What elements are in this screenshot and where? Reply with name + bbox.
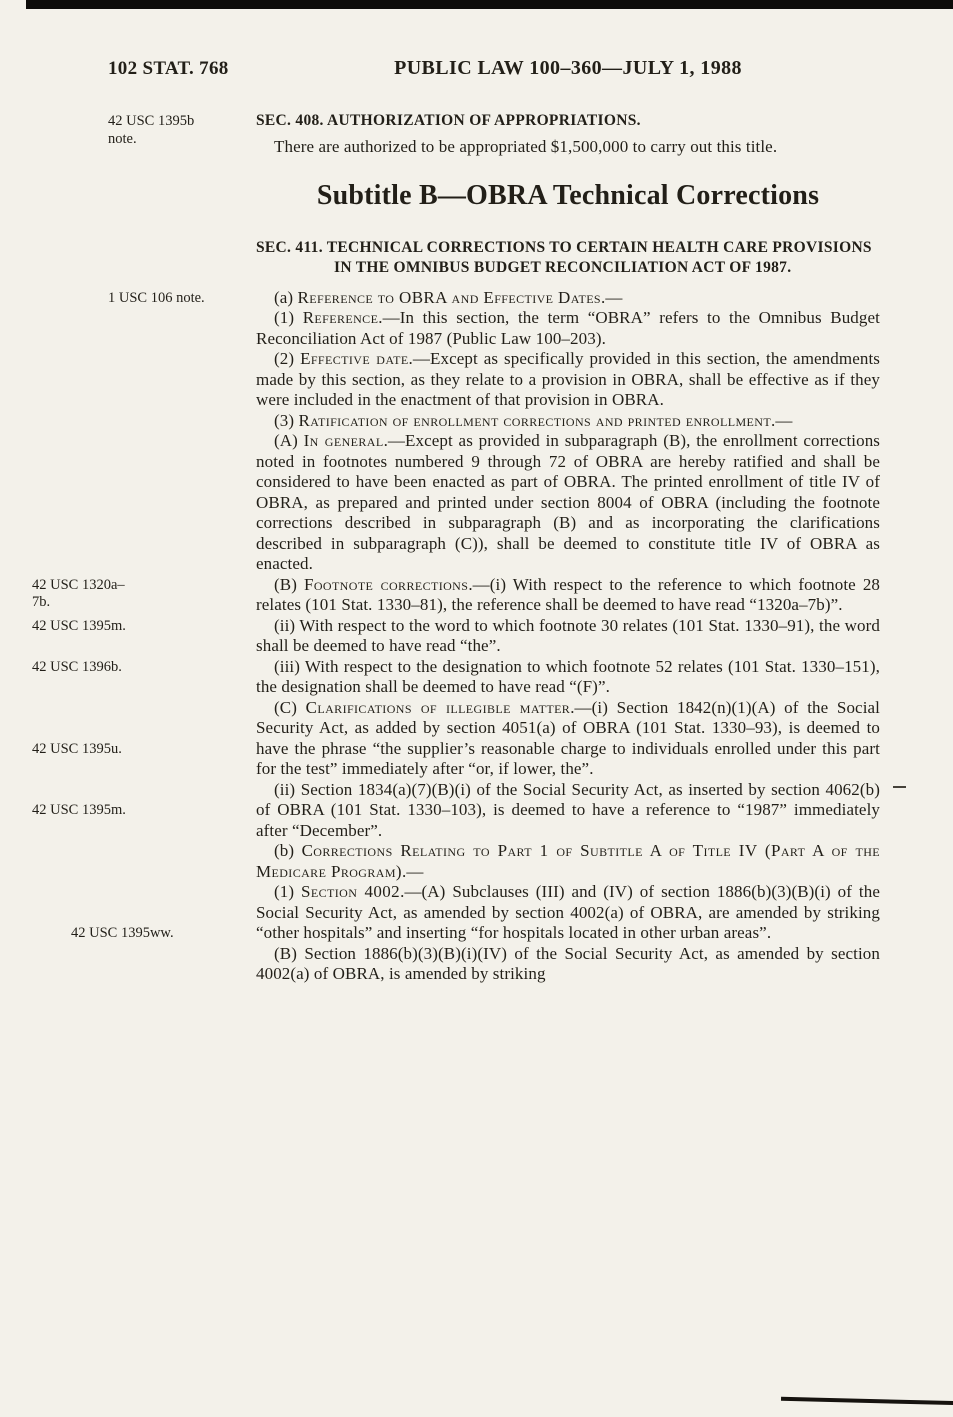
small-caps-term: In general — [303, 431, 384, 450]
sec-411-heading: SEC. 411. TECHNICAL CORRECTIONS TO CERTAIN HEALTH CARE PROVISIONS IN THE OMNIBUS BUDGET RECONCILIATION ACT OF 1987. — [256, 238, 872, 276]
paragraph-a — [108, 287, 880, 309]
margin-note-42usc1395ww: 42 USC 1395ww. — [71, 925, 174, 941]
para-text: .—Except as specifically provided in this section, the amendments made by this section, as they relate to a provision in OBRA, shall be effective as if they were included in the enactment of that provision in OBRA. — [256, 349, 880, 409]
para-prefix: (1) — [274, 308, 303, 327]
paragraph-b-1 — [71, 882, 881, 944]
subparagraph-b-1-B — [256, 944, 880, 985]
scan-artifact-bottom-right — [781, 1397, 953, 1405]
paragraph-a-3 — [256, 411, 880, 432]
small-caps-term: Clarifications of illegible matter — [305, 697, 571, 717]
margin-note-42usc1395b-note: 42 USC 1395b note. — [108, 113, 195, 147]
para-prefix: (b) — [274, 841, 302, 860]
para-prefix: (2) — [274, 349, 301, 368]
para-prefix: (B) — [274, 574, 304, 594]
paragraph-b — [256, 841, 880, 882]
para-text: .—(i) With respect to the reference to which footnote 28 relates (101 Stat. 1330–81), the reference shall be deemed to have read “1320a–7b)”. — [256, 574, 881, 614]
para-text: (ii) Section 1834(a)(7)(B)(i) of the Social Security Act, as inserted by section 4062(b) of OBRA (101 Stat. 1330–103), is deemed to have a reference to “1987” immediately after “December”. — [256, 779, 880, 840]
subparagraph-a-3-B — [32, 574, 881, 616]
para-text: .— — [771, 410, 793, 430]
subparagraph-a-3-C — [32, 697, 880, 780]
margin-note-42usc1320a-7b: 42 USC 1320a–7b. — [32, 576, 125, 610]
small-caps-term: Effective date — [300, 349, 409, 368]
clause-a-3-B-ii — [32, 615, 880, 657]
law-title: PUBLIC LAW 100–360—JULY 1, 1988 — [394, 57, 742, 79]
para-text: (iii) With respect to the designation to which footnote 52 relates (101 Stat. 1330–151), the designation shall be deemed to have read “(F)”. — [256, 656, 880, 696]
small-caps-term: Section 4002 — [301, 882, 401, 901]
margin-note-42usc1395m-1: 42 USC 1395m. — [32, 617, 126, 634]
para-prefix: (1) — [274, 882, 302, 901]
small-caps-term: Corrections Relating to Part 1 of Subtitle A of Title IV (Part A of the Medicare Program) — [256, 841, 880, 881]
scan-artifact-top-edge — [26, 0, 953, 9]
sec-411-body — [32, 287, 881, 985]
sec-408-text: There are authorized to be appropriated $1,500,000 to carry out this title. — [274, 137, 778, 156]
para-prefix: (3) — [274, 410, 299, 430]
margin-note-42usc1396b: 42 USC 1396b. — [32, 658, 122, 675]
sec-408-body — [256, 137, 880, 158]
para-text: .—(A) Subclauses (III) and (IV) of section 1886(b)(3)(B)(i) of the Social Security Act, as amended by section 4002(a) of OBRA, are amended by striking “other hospitals” and inserting “for hospitals located in other urban areas”. — [256, 882, 881, 942]
sec-408-heading-text: SEC. 408. AUTHORIZATION OF APPROPRIATIONS. — [256, 112, 641, 129]
small-caps-term: Reference to OBRA and Effective Dates — [297, 287, 601, 307]
para-text: (B) Section 1886(b)(3)(B)(i)(IV) of the Social Security Act, as amended by section 4002(a) of OBRA, is amended by striking — [256, 943, 880, 983]
small-caps-term: Ratification of enrollment corrections and printed enrollment — [298, 410, 772, 430]
sec-408-paragraph — [256, 137, 880, 158]
para-text: .—Except as provided in subparagraph (B), the enrollment corrections noted in footnotes numbered 9 through 72 of OBRA are hereby ratified and shall be considered to have been enacted as part of OBRA. The printed enrollment of title IV of OBRA, as prepared and printed under section 8004 of OBRA (including the footnote corrections described in subparagraph (B) and as incorporating the clarifications described in subparagraph (C)), shall be deemed to constitute title IV of OBRA as enacted. — [256, 431, 881, 573]
margin-note-42usc1395m-2: 42 USC 1395m. — [32, 801, 126, 818]
margin-note-1usc106-note: 1 USC 106 note. — [108, 289, 205, 306]
para-text: .— — [601, 287, 623, 307]
subparagraph-a-3-A — [256, 431, 880, 575]
clause-a-3-C-ii — [32, 779, 880, 842]
small-caps-term: Footnote corrections — [303, 574, 469, 594]
para-prefix: (A) — [274, 431, 304, 450]
para-text: .—(i) Section 1842(n)(1)(A) of the Social Security Act, as added by section 4051(a) of OBRA (101 Stat. 1330–93), is deemed to have the phrase “the supplier’s reasonable charge to individuals enrolled under this part for the test” immediately after “or, if lower, the”. — [256, 697, 880, 778]
clause-a-3-B-iii — [32, 656, 880, 698]
scan-artifact-stray-mark — [893, 786, 906, 788]
paragraph-a-1 — [256, 308, 880, 349]
subtitle-b-heading: Subtitle B—OBRA Technical Corrections — [316, 179, 820, 211]
margin-note-42usc1395u: 42 USC 1395u. — [32, 740, 122, 757]
stat-page-number: 102 STAT. 768 — [108, 58, 229, 79]
para-text: .—In this section, the term “OBRA” refers to the Omnibus Budget Reconciliation Act of 1987 (Public Law 100–203). — [256, 308, 880, 348]
paragraph-a-2 — [256, 349, 880, 411]
statute-page-content — [32, 57, 881, 985]
para-prefix: (a) — [274, 287, 298, 307]
small-caps-term: Reference — [302, 308, 379, 327]
page-header — [108, 57, 880, 80]
para-text: .— — [401, 861, 424, 881]
para-text: (ii) With respect to the word to which footnote 30 relates (101 Stat. 1330–91), the word shall be deemed to have read “the”. — [256, 615, 880, 655]
para-prefix: (C) — [274, 697, 306, 717]
